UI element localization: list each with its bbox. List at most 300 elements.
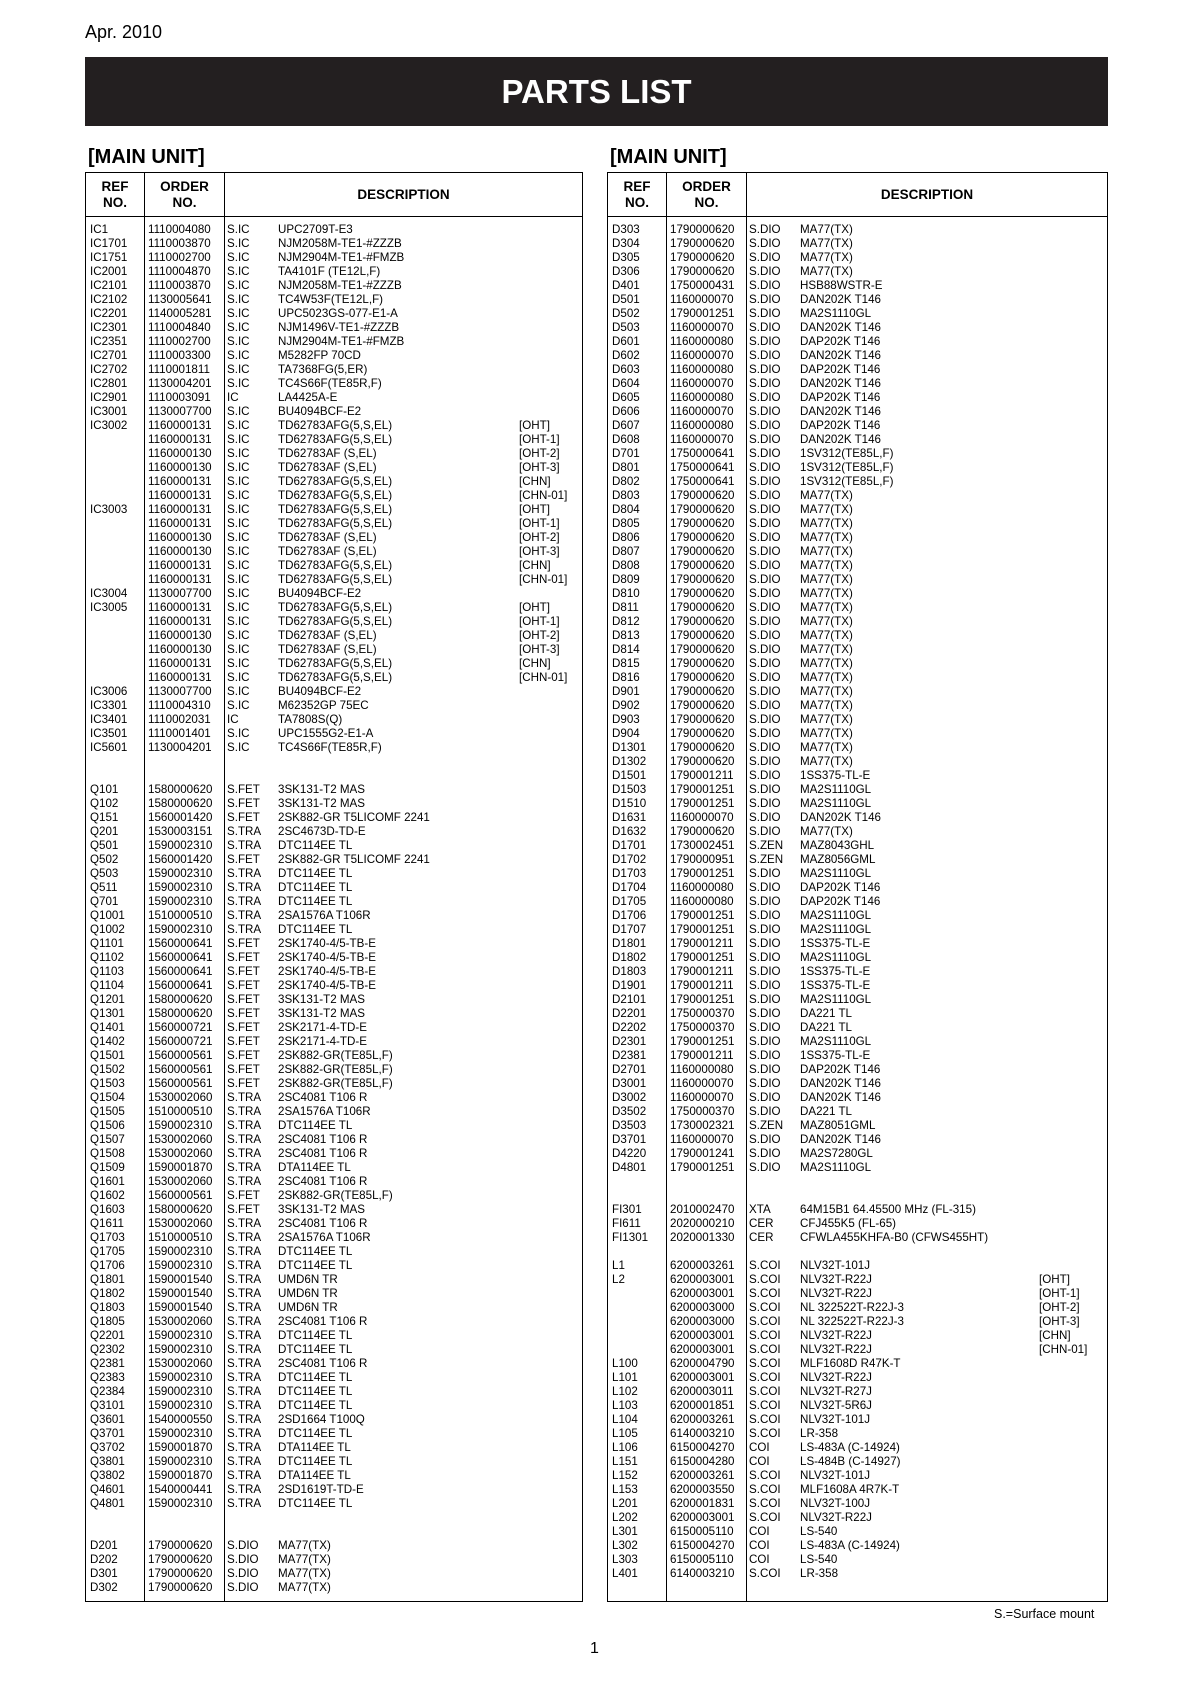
ref-cell: Q1601 — [90, 1175, 125, 1188]
table-row — [608, 1049, 1107, 1063]
order-no-cell: 6200003001 — [670, 1287, 735, 1300]
ref-cell: Q2201 — [90, 1329, 125, 1342]
table-row — [86, 713, 582, 727]
table-row — [86, 839, 582, 853]
type-cell: S.DIO — [749, 629, 781, 642]
ref-cell: D2381 — [612, 1049, 647, 1062]
order-no-cell: 1730002451 — [670, 839, 735, 852]
table-row — [86, 1413, 582, 1427]
order-no-cell: 1560001420 — [148, 853, 213, 866]
type-cell: S.TRA — [227, 1273, 262, 1286]
order-no-cell: 1750000370 — [670, 1021, 735, 1034]
description-cell: DAP202K T146 — [800, 895, 881, 908]
table-row — [608, 475, 1107, 489]
description-cell: TD62783AFG(5,S,EL) — [278, 573, 393, 586]
order-no-cell: 6200003011 — [670, 1385, 734, 1398]
table-row — [86, 1035, 582, 1049]
ref-cell: IC2101 — [90, 279, 128, 292]
type-cell: S.COI — [749, 1371, 781, 1384]
ref-cell: Q2381 — [90, 1357, 125, 1370]
order-no-cell: 1160000070 — [670, 1077, 734, 1090]
order-no-cell: 1790001251 — [670, 909, 735, 922]
description-cell: TD62783AFG(5,S,EL) — [278, 517, 393, 530]
type-cell: S.IC — [227, 601, 250, 614]
table-row — [608, 1525, 1107, 1539]
order-no-cell: 6150004280 — [670, 1455, 735, 1468]
type-cell: S.DIO — [749, 797, 781, 810]
order-no-cell: 1750000431 — [670, 279, 735, 292]
type-cell: S.DIO — [749, 433, 781, 446]
ref-cell: L152 — [612, 1469, 638, 1482]
type-cell: S.FET — [227, 1063, 260, 1076]
table-row — [86, 265, 582, 279]
ref-cell: L202 — [612, 1511, 638, 1524]
table-row — [86, 685, 582, 699]
ref-cell: Q503 — [90, 867, 119, 880]
order-no-cell: 1160000131 — [148, 489, 212, 502]
type-cell: S.DIO — [749, 1133, 781, 1146]
ref-cell: IC2001 — [90, 265, 128, 278]
type-cell: S.DIO — [749, 419, 781, 432]
order-no-cell: 1790001211 — [670, 937, 734, 950]
ref-cell: Q1805 — [90, 1315, 125, 1328]
order-no-cell: 1530002060 — [148, 1091, 213, 1104]
table-row — [608, 1427, 1107, 1441]
description-cell: TD62783AF (S,EL) — [278, 531, 377, 544]
description-cell: MA2S7280GL — [800, 1147, 873, 1160]
description-cell: 2SK2171-4-TD-E — [278, 1035, 367, 1048]
description-cell: NLV32T-R22J — [800, 1273, 872, 1286]
table-row — [86, 251, 582, 265]
table-row — [86, 1049, 582, 1063]
type-cell: COI — [749, 1441, 770, 1454]
order-no-cell: 1160000080 — [670, 1063, 734, 1076]
ref-cell: D902 — [612, 699, 640, 712]
description-cell: TA7368FG(5,ER) — [278, 363, 368, 376]
order-no-cell: 1730002321 — [670, 1119, 735, 1132]
description-cell: DTC114EE TL — [278, 867, 353, 880]
order-no-cell: 1140005281 — [148, 307, 212, 320]
table-row — [86, 237, 582, 251]
type-cell: COI — [749, 1539, 770, 1552]
ref-cell: D805 — [612, 517, 640, 530]
left-parts-table — [85, 172, 583, 1602]
type-cell: S.TRA — [227, 1245, 262, 1258]
description-cell: NLV32T-R22J — [800, 1329, 872, 1342]
ref-cell: L101 — [612, 1371, 638, 1384]
order-no-cell: 6200003001 — [670, 1329, 735, 1342]
description-cell: DTC114EE TL — [278, 1371, 353, 1384]
type-cell: S.IC — [227, 727, 250, 740]
description-cell: MA77(TX) — [800, 573, 853, 586]
table-row — [86, 377, 582, 391]
page-number: 1 — [590, 1640, 599, 1657]
table-row — [86, 867, 582, 881]
description-cell: MA77(TX) — [278, 1539, 331, 1552]
order-no-cell: 1590002310 — [148, 867, 213, 880]
order-no-cell: 6150005110 — [670, 1525, 734, 1538]
table-row — [608, 251, 1107, 265]
description-cell: TC4S66F(TE85R,F) — [278, 377, 382, 390]
table-row — [608, 1203, 1107, 1217]
description-cell: 1SV312(TE85L,F) — [800, 475, 894, 488]
ref-cell: IC3003 — [90, 503, 128, 516]
order-no-cell: 1160000130 — [148, 447, 212, 460]
description-cell: DTC114EE TL — [278, 1455, 353, 1468]
ref-cell: Q1505 — [90, 1105, 125, 1118]
type-cell: S.IC — [227, 433, 250, 446]
table-row — [86, 405, 582, 419]
type-cell: S.FET — [227, 1049, 260, 1062]
table-row — [86, 895, 582, 909]
ref-cell: L2 — [612, 1273, 625, 1286]
ref-cell: Q1803 — [90, 1301, 125, 1314]
table-row — [86, 391, 582, 405]
ref-cell: IC3301 — [90, 699, 128, 712]
table-row — [86, 1203, 582, 1217]
order-no-cell: 6150005110 — [670, 1553, 734, 1566]
description-cell: TD62783AFG(5,S,EL) — [278, 559, 393, 572]
table-row — [86, 419, 582, 433]
description-cell: DTC114EE TL — [278, 881, 353, 894]
order-no-cell: 1160000131 — [148, 517, 212, 530]
order-no-cell: 1580000620 — [148, 993, 213, 1006]
table-row — [608, 965, 1107, 979]
type-cell: S.IC — [227, 489, 250, 502]
table-row — [608, 1455, 1107, 1469]
description-cell: MAZ8043GHL — [800, 839, 875, 852]
type-cell: S.DIO — [749, 503, 781, 516]
ref-cell: L104 — [612, 1413, 638, 1426]
ref-cell: D1802 — [612, 951, 647, 964]
type-cell: S.IC — [227, 447, 250, 460]
type-cell: S.TRA — [227, 1399, 262, 1412]
order-no-cell: 6140003210 — [670, 1427, 735, 1440]
order-no-cell: 1790001251 — [670, 993, 735, 1006]
type-cell: S.DIO — [749, 391, 781, 404]
table-row — [86, 629, 582, 643]
order-no-cell: 1160000070 — [670, 349, 734, 362]
ref-cell: Q1507 — [90, 1133, 125, 1146]
ref-cell: D607 — [612, 419, 640, 432]
description-cell: MA77(TX) — [800, 601, 853, 614]
order-no-cell: 1560000561 — [148, 1077, 213, 1090]
ref-cell: Q1001 — [90, 909, 125, 922]
description-cell: TD62783AFG(5,S,EL) — [278, 433, 393, 446]
ref-cell: Q1002 — [90, 923, 125, 936]
table-row — [86, 1329, 582, 1343]
order-no-cell: 1160000070 — [670, 811, 734, 824]
order-no-cell: 1510000510 — [148, 909, 213, 922]
table-row — [608, 279, 1107, 293]
order-no-cell: 1790001241 — [670, 1147, 735, 1160]
description-cell: NLV32T-5R6J — [800, 1399, 872, 1412]
table-row — [86, 1007, 582, 1021]
order-no-cell: 1590001540 — [148, 1287, 213, 1300]
ref-cell: IC1 — [90, 223, 109, 236]
table-row — [608, 321, 1107, 335]
description-cell: MA77(TX) — [800, 657, 853, 670]
table-row — [608, 895, 1107, 909]
table-row — [86, 1315, 582, 1329]
ref-cell: IC1701 — [90, 237, 128, 250]
ref-cell: D816 — [612, 671, 640, 684]
order-no-cell: 1790000620 — [670, 699, 735, 712]
description-cell: DTC114EE TL — [278, 1399, 353, 1412]
type-cell: S.TRA — [227, 1133, 262, 1146]
ref-cell: IC2901 — [90, 391, 128, 404]
type-cell: S.DIO — [749, 769, 781, 782]
table-row — [86, 909, 582, 923]
type-cell: S.DIO — [749, 923, 781, 936]
type-cell: S.DIO — [749, 335, 781, 348]
type-cell: S.TRA — [227, 1301, 262, 1314]
type-cell: S.IC — [227, 741, 250, 754]
order-no-cell: 1750000641 — [670, 475, 735, 488]
table-row — [608, 1343, 1107, 1357]
type-cell: S.TRA — [227, 1329, 262, 1342]
version-tag-cell: [OHT-3] — [519, 545, 560, 558]
ref-cell: D1707 — [612, 923, 647, 936]
ref-cell: Q2302 — [90, 1343, 125, 1356]
ref-cell: D2701 — [612, 1063, 647, 1076]
ref-cell: D810 — [612, 587, 640, 600]
type-cell: S.DIO — [749, 461, 781, 474]
table-row — [86, 615, 582, 629]
type-cell: S.FET — [227, 1021, 260, 1034]
description-cell: BU4094BCF-E2 — [278, 587, 362, 600]
table-row — [608, 1231, 1107, 1245]
order-no-cell: 6200003261 — [670, 1469, 735, 1482]
table-row — [608, 1217, 1107, 1231]
type-cell: S.IC — [227, 531, 250, 544]
ref-cell: D608 — [612, 433, 640, 446]
order-no-cell: 1590002310 — [148, 839, 213, 852]
table-row — [608, 1371, 1107, 1385]
order-no-cell: 1580000620 — [148, 797, 213, 810]
description-cell: MA77(TX) — [278, 1581, 331, 1594]
ref-cell: FI611 — [612, 1217, 641, 1230]
order-no-cell: 1130007700 — [148, 587, 212, 600]
table-row — [608, 1189, 1107, 1203]
order-no-cell: 1160000080 — [670, 391, 734, 404]
ref-cell: D1705 — [612, 895, 647, 908]
type-cell: S.DIO — [749, 867, 781, 880]
description-cell: MA77(TX) — [800, 727, 853, 740]
order-no-cell: 1790000620 — [670, 251, 735, 264]
table-row — [86, 1455, 582, 1469]
order-no-cell: 1530003151 — [148, 825, 213, 838]
order-no-cell: 1790001251 — [670, 1161, 735, 1174]
table-row — [86, 1497, 582, 1511]
table-row — [608, 1105, 1107, 1119]
table-row — [608, 713, 1107, 727]
type-cell: S.DIO — [749, 643, 781, 656]
order-no-cell: 1590002310 — [148, 1399, 213, 1412]
ref-cell: D306 — [612, 265, 640, 278]
type-cell: S.IC — [227, 685, 250, 698]
description-cell: NJM1496V-TE1-#ZZZB — [278, 321, 400, 334]
ref-cell: D601 — [612, 335, 640, 348]
ref-cell: Q4801 — [90, 1497, 125, 1510]
table-row — [608, 1077, 1107, 1091]
ref-cell: D1301 — [612, 741, 647, 754]
ref-cell: L151 — [612, 1455, 638, 1468]
type-cell: S.COI — [749, 1567, 781, 1580]
ref-cell: D1801 — [612, 937, 647, 950]
table-row — [86, 517, 582, 531]
version-tag-cell: [OHT-2] — [519, 447, 560, 460]
order-no-cell: 1160000131 — [148, 615, 212, 628]
table-row — [608, 1021, 1107, 1035]
ref-cell: Q4601 — [90, 1483, 125, 1496]
order-no-cell: 1160000070 — [670, 1133, 734, 1146]
version-tag-cell: [OHT-1] — [519, 615, 560, 628]
order-no-cell: 1560000641 — [148, 937, 213, 950]
order-no-cell: 1790001251 — [670, 783, 735, 796]
ref-cell: D3502 — [612, 1105, 647, 1118]
description-cell: BU4094BCF-E2 — [278, 685, 362, 698]
table-row — [608, 811, 1107, 825]
table-row — [608, 951, 1107, 965]
table-row — [86, 853, 582, 867]
ref-cell: D1706 — [612, 909, 647, 922]
table-row — [608, 265, 1107, 279]
order-no-cell: 1540000441 — [148, 1483, 213, 1496]
order-no-cell: 1790000620 — [670, 643, 735, 656]
order-no-cell: 1580000620 — [148, 1203, 213, 1216]
type-cell: S.COI — [749, 1343, 781, 1356]
description-cell: TC4S66F(TE85R,F) — [278, 741, 382, 754]
type-cell: S.TRA — [227, 1357, 262, 1370]
description-cell: NJM2904M-TE1-#FMZB — [278, 251, 405, 264]
type-cell: S.IC — [227, 293, 250, 306]
ref-cell: IC3002 — [90, 419, 128, 432]
ref-cell: D3002 — [612, 1091, 647, 1104]
description-cell: MA2S1110GL — [800, 307, 872, 320]
description-cell: DAN202K T146 — [800, 811, 881, 824]
type-cell: S.DIO — [749, 755, 781, 768]
type-cell: S.IC — [227, 559, 250, 572]
description-cell: NLV32T-R22J — [800, 1287, 872, 1300]
ref-cell: D1302 — [612, 755, 647, 768]
order-no-cell: 6200004790 — [670, 1357, 735, 1370]
type-cell: S.TRA — [227, 839, 262, 852]
table-row — [86, 1483, 582, 1497]
ref-cell: D2301 — [612, 1035, 647, 1048]
table-row — [86, 1175, 582, 1189]
revision-date: Apr. 2010 — [85, 22, 163, 42]
type-cell: S.DIO — [749, 545, 781, 558]
description-cell: 2SK882-GR(TE85L,F) — [278, 1063, 393, 1076]
ref-cell: D603 — [612, 363, 640, 376]
type-cell: S.DIO — [749, 517, 781, 530]
order-no-cell: 1590002310 — [148, 923, 213, 936]
table-row — [608, 307, 1107, 321]
ref-cell: D2202 — [612, 1021, 647, 1034]
description-cell: MA2S1110GL — [800, 993, 872, 1006]
description-cell: MA77(TX) — [800, 685, 853, 698]
description-cell: DAN202K T146 — [800, 349, 881, 362]
table-row — [608, 797, 1107, 811]
table-row — [608, 363, 1107, 377]
table-row — [608, 419, 1107, 433]
description-cell: DAN202K T146 — [800, 1091, 881, 1104]
table-row — [608, 839, 1107, 853]
version-tag-cell: [OHT-3] — [519, 461, 560, 474]
type-cell: S.ZEN — [749, 1119, 784, 1132]
order-no-cell: 1160000131 — [148, 419, 212, 432]
ref-cell: IC5601 — [90, 741, 128, 754]
table-row — [608, 1133, 1107, 1147]
order-no-cell: 1790000620 — [670, 741, 735, 754]
type-cell: S.DIO — [749, 881, 781, 894]
description-cell: DAN202K T146 — [800, 1077, 881, 1090]
type-cell: S.DIO — [749, 741, 781, 754]
table-row — [86, 1427, 582, 1441]
table-row — [608, 391, 1107, 405]
order-no-cell: 1560000721 — [148, 1035, 213, 1048]
type-cell: S.TRA — [227, 1371, 262, 1384]
ref-cell: D802 — [612, 475, 640, 488]
ref-cell: D401 — [612, 279, 640, 292]
description-cell: DA221 TL — [800, 1007, 852, 1020]
order-no-cell: 1790000620 — [670, 825, 735, 838]
surface-mount-note: S.=Surface mount — [994, 1607, 1095, 1621]
table-row — [608, 1063, 1107, 1077]
order-no-cell: 1560000641 — [148, 979, 213, 992]
type-cell: S.DIO — [749, 811, 781, 824]
order-no-cell: 1790000951 — [670, 853, 735, 866]
description-cell: 2SA1576A T106R — [278, 1231, 371, 1244]
version-tag-cell: [OHT-1] — [519, 517, 560, 530]
type-cell: S.IC — [227, 573, 250, 586]
order-no-cell: 1790000620 — [670, 265, 735, 278]
ref-cell: IC3001 — [90, 405, 128, 418]
description-cell: 1SV312(TE85L,F) — [800, 461, 894, 474]
ref-cell: Q3702 — [90, 1441, 125, 1454]
ref-cell: Q1509 — [90, 1161, 125, 1174]
order-no-cell: 1160000080 — [670, 881, 734, 894]
description-cell: MA77(TX) — [800, 587, 853, 600]
type-cell: S.TRA — [227, 895, 262, 908]
description-cell: TC4W53F(TE12L,F) — [278, 293, 384, 306]
ref-cell: Q1802 — [90, 1287, 125, 1300]
type-cell: S.TRA — [227, 1413, 262, 1426]
description-cell: 1SS375-TL-E — [800, 979, 871, 992]
description-cell: DTC114EE TL — [278, 1343, 353, 1356]
type-cell: S.FET — [227, 993, 260, 1006]
type-cell: S.TRA — [227, 1385, 262, 1398]
description-cell: 2SC4081 T106 R — [278, 1175, 368, 1188]
description-cell: DTA114EE TL — [278, 1469, 351, 1482]
header-description: DESCRIPTION — [357, 186, 450, 202]
description-cell: MA77(TX) — [800, 503, 853, 516]
type-cell: S.DIO — [749, 377, 781, 390]
type-cell: S.DIO — [749, 349, 781, 362]
type-cell: S.DIO — [749, 825, 781, 838]
ref-cell: L106 — [612, 1441, 638, 1454]
description-cell: MA2S1110GL — [800, 1035, 872, 1048]
type-cell: S.DIO — [749, 265, 781, 278]
table-row — [608, 503, 1107, 517]
description-cell: TD62783AFG(5,S,EL) — [278, 419, 393, 432]
description-cell: MA77(TX) — [800, 489, 853, 502]
order-no-cell: 1110004870 — [148, 265, 211, 278]
type-cell: S.IC — [227, 475, 250, 488]
type-cell: S.TRA — [227, 1259, 262, 1272]
table-row — [608, 293, 1107, 307]
